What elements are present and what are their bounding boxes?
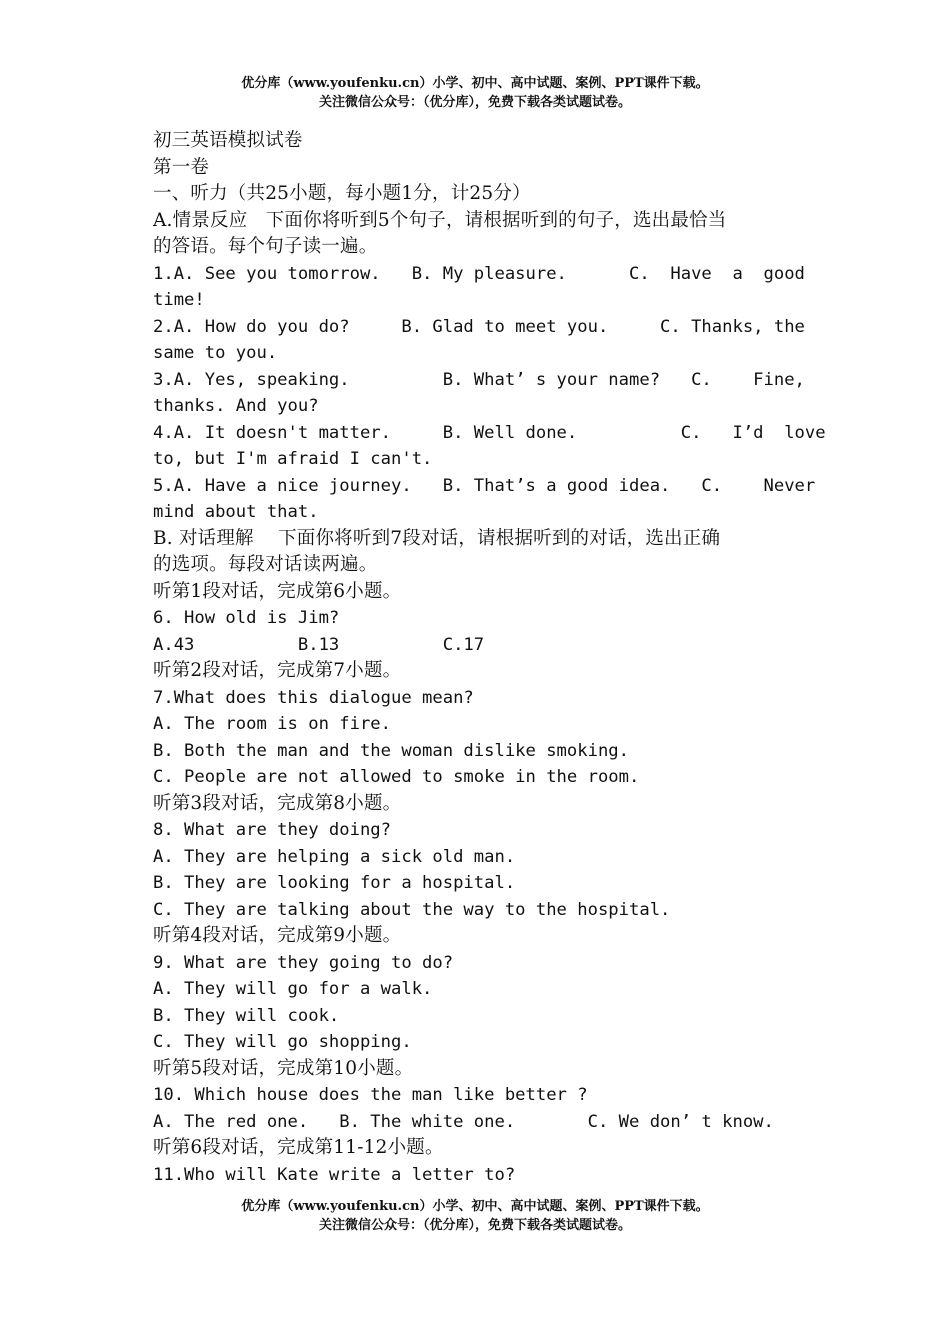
document-line: 10. Which house does the man like better ? (153, 1085, 588, 1105)
document-line: 初三英语模拟试卷 (153, 130, 303, 151)
document-line: A. They are helping a sick old man. (153, 846, 516, 867)
footer-line-1: 优分库（www.youfenku.cn）小学、初中、高中试题、案例、PPT课件下载。 (241, 1199, 709, 1214)
document-line: time! (153, 290, 205, 310)
document-line: 听第6段对话，完成第11-12小题。 (153, 1137, 444, 1158)
document-line: 5.A. Have a nice journey. B. That’s a good idea. C. Never (153, 475, 816, 496)
document-line: 9. What are they going to do? (153, 952, 454, 973)
page-header (0, 74, 950, 112)
document-line: C. People are not allowed to smoke in the room. (153, 767, 640, 787)
exam-content (153, 128, 826, 1188)
document-line: same to you. (153, 343, 278, 363)
document-line: C. They will go shopping. (153, 1032, 412, 1052)
document-line: A. The room is on fire. (153, 714, 391, 734)
document-line: 的选项。每段对话读两遍。 (153, 554, 378, 575)
document-line: 听第4段对话，完成第9小题。 (153, 925, 402, 946)
document-line: 听第5段对话，完成第10小题。 (153, 1057, 414, 1079)
document-line: 4.A. It doesn't matter. B. Well done. C. I’d love (153, 422, 826, 443)
document-line: B. They are looking for a hospital. (153, 873, 516, 893)
header-line-2: 关注微信公众号：（优分库），免费下载各类试题试卷。 (318, 95, 631, 110)
document-line: 2.A. How do you do? B. Glad to meet you. C. Thanks, the (153, 316, 805, 337)
document-line: mind about that. (153, 502, 319, 522)
document-line: B. They will cook. (153, 1005, 340, 1026)
document-line: 第一卷 (153, 156, 210, 178)
document-line: A. The red one. B. The white one. C. We don’ t know. (153, 1111, 774, 1132)
document-line: 8. What are they doing? (153, 820, 391, 840)
document-line: A.43 B.13 C.17 (153, 634, 485, 655)
document-line: 一、听力（共25小题，每小题1分，计25分） (153, 183, 531, 204)
document-line: 1.A. See you tomorrow. B. My pleasure. C. Have a good (153, 263, 805, 284)
document-line: C. They are talking about the way to the hospital. (153, 899, 671, 920)
header-line-1: 优分库（www.youfenku.cn）小学、初中、高中试题、案例、PPT课件下载。 (241, 76, 709, 91)
document-line: B. Both the man and the woman dislike smoking. (153, 740, 629, 761)
document-line: to, but I'm afraid I can't. (153, 449, 433, 469)
page-footer (0, 1197, 950, 1235)
document-line: A.情景反应 下面你将听到5个句子，请根据听到的句子，选出最恰当 (153, 209, 727, 231)
document-line: 听第3段对话，完成第8小题。 (153, 792, 402, 814)
document-line: A. They will go for a walk. (153, 979, 433, 999)
document-line: 的答语。每个句子读一遍。 (153, 236, 378, 257)
document-line: 听第1段对话，完成第6小题。 (153, 580, 402, 602)
document-line: 3.A. Yes, speaking. B. What’ s your name? C. Fine, (153, 369, 805, 390)
document-line: 11.Who will Kate write a letter to? (153, 1164, 516, 1185)
footer-line-2: 关注微信公众号：（优分库），免费下载各类试题试卷。 (318, 1218, 631, 1233)
document-line: B. 对话理解 下面你将听到7段对话，请根据听到的对话，选出正确 (153, 527, 721, 549)
document-line: 6. How old is Jim? (153, 608, 340, 628)
document-line: 听第2段对话，完成第7小题。 (153, 660, 402, 681)
document-line: thanks. And you? (153, 396, 319, 416)
document-line: 7.What does this dialogue mean? (153, 687, 474, 708)
